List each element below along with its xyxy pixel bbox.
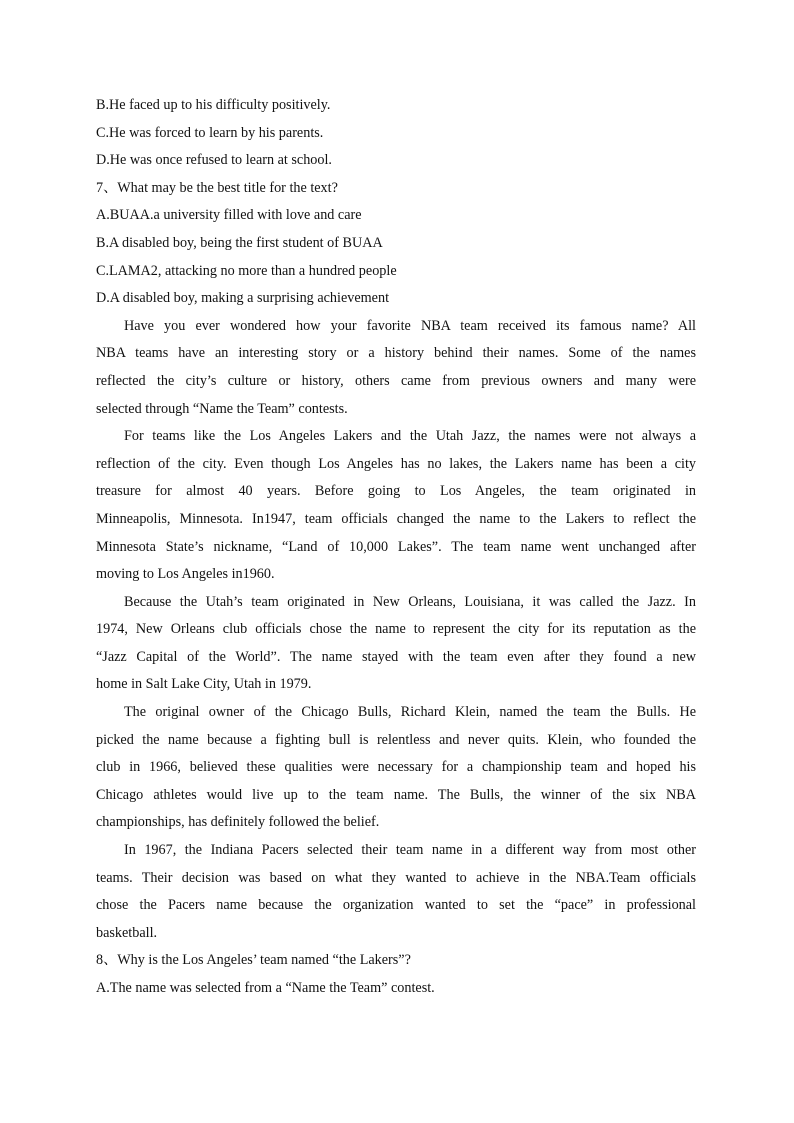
passage-line: picked the name because a fighting bull is relentless and never quits. Klein, who founded the bbox=[96, 731, 696, 748]
passage-line: Have you ever wondered how your favorite NBA team received its famous name? All bbox=[124, 317, 696, 334]
q8-option-a: A.The name was selected from a “Name the Team” contest. bbox=[96, 980, 435, 996]
q6-option-d: D.He was once refused to learn at school. bbox=[96, 152, 332, 169]
passage-line: chose the Pacers name because the organization wanted to set the “pace” in professional bbox=[96, 897, 696, 914]
q6-option-c: C.He was forced to learn by his parents. bbox=[96, 124, 324, 141]
passage-line: teams. Their decision was based on what they wanted to achieve in the NBA.Team officials bbox=[96, 869, 696, 886]
passage-line: Minneapolis, Minnesota. In1947, team officials changed the name to the Lakers to reflect the bbox=[96, 510, 696, 527]
passage-line: NBA teams have an interesting story or a history behind their names. Some of the names bbox=[96, 345, 696, 362]
passage-line: “Jazz Capital of the World”. The name stayed with the team even after they found a new bbox=[96, 648, 696, 665]
q7-option-a: A.BUAA.a university filled with love and care bbox=[96, 207, 362, 224]
q6-option-b: B.He faced up to his difficulty positively. bbox=[96, 97, 331, 113]
passage-line: basketball. bbox=[96, 924, 158, 941]
passage-line: club in 1966, believed these qualities were necessary for a championship team and hoped his bbox=[96, 759, 696, 776]
passage-line: moving to Los Angeles in1960. bbox=[96, 566, 275, 583]
passage-line: home in Salt Lake City, Utah in 1979. bbox=[96, 676, 312, 693]
passage-line: reflection of the city. Even though Los Angeles has no lakes, the Lakers name has been a city bbox=[96, 455, 696, 472]
passage-line: In 1967, the Indiana Pacers selected their team name in a different way from most other bbox=[124, 842, 696, 859]
q7-option-c: C.LAMA2, attacking no more than a hundred people bbox=[96, 262, 397, 279]
passage-line: Because the Utah’s team originated in New Orleans, Louisiana, it was called the Jazz. In bbox=[124, 593, 696, 610]
passage-paragraph-5 bbox=[96, 837, 696, 947]
passage-paragraph-3 bbox=[96, 589, 696, 699]
passage-line: 1974, New Orleans club officials chose the name to represent the city for its reputation as the bbox=[96, 621, 696, 638]
passage-line: Chicago athletes would live up to the team name. The Bulls, the winner of the six NBA bbox=[96, 786, 696, 803]
passage-line: Minnesota State’s nickname, “Land of 10,000 Lakes”. The team name went unchanged after bbox=[96, 538, 696, 555]
q8-question: 8、Why is the Los Angeles’ team named “the Lakers”? bbox=[96, 952, 411, 969]
q7-question: 7、What may be the best title for the text? bbox=[96, 179, 338, 196]
passage-line: For teams like the Los Angeles Lakers and the Utah Jazz, the names were not always a bbox=[124, 428, 696, 445]
passage-paragraph-4 bbox=[96, 699, 696, 837]
document-page bbox=[96, 92, 696, 1003]
passage-line: The original owner of the Chicago Bulls, Richard Klein, named the team the Bulls. He bbox=[124, 704, 696, 721]
passage-paragraph-1 bbox=[96, 313, 696, 423]
q7-option-b: B.A disabled boy, being the first student of BUAA bbox=[96, 234, 383, 251]
passage-line: championships, has definitely followed the belief. bbox=[96, 814, 380, 831]
passage-paragraph-2 bbox=[96, 423, 696, 589]
q7-option-d: D.A disabled boy, making a surprising achievement bbox=[96, 290, 390, 307]
passage-line: reflected the city’s culture or history, others came from previous owners and many were bbox=[96, 372, 696, 389]
passage-line: selected through “Name the Team” contests. bbox=[96, 400, 348, 417]
passage-line: treasure for almost 40 years. Before going to Los Angeles, the team originated in bbox=[96, 483, 696, 500]
